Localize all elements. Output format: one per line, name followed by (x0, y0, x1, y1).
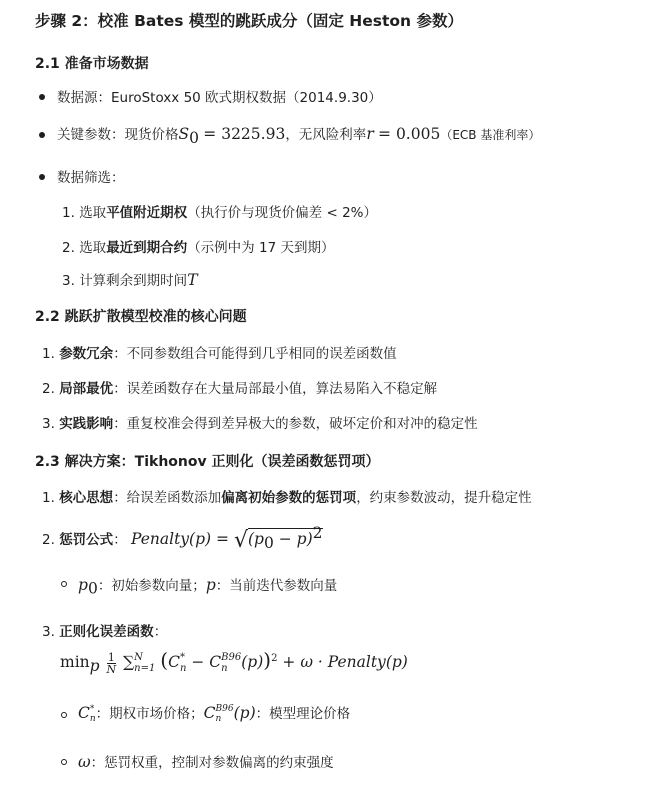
problem-item: 1. 参数冗余：不同参数组合可能得到几乎相同的误差函数值 (42, 346, 397, 362)
sqrt-icon: √ (233, 528, 248, 554)
bullet-icon (39, 94, 45, 100)
section-heading-2-2: 2.2 跳跃扩散模型校准的核心问题 (35, 309, 247, 325)
data-source-text: 数据源：EuroStoxx 50 欧式期权数据（2014.9.30） (57, 90, 382, 106)
solution-item-regularized: 3. 正则化误差函数： (42, 624, 168, 640)
sub-bullet-icon (61, 759, 67, 765)
params-prefix: 关键参数：现货价格 (57, 127, 179, 143)
sub-bullet-icon (61, 581, 67, 587)
bullet-icon (39, 132, 45, 138)
filter-step: 3. 计算剩余到期时间T (62, 271, 198, 289)
weight-legend: ω：惩罚权重，控制对参数偏离的约束强度 (78, 753, 334, 771)
r-symbol: r (366, 125, 374, 143)
section-heading-2-3: 2.3 解决方案：Tikhonov 正则化（误差函数惩罚项） (35, 454, 380, 470)
filter-step: 1. 选取平值附近期权（执行价与现货价偏差 < 2%） (62, 205, 377, 221)
regularized-formula: $\min_p$ $\frac{1}{N}$ ∑ N n=1 (C * n − C B96 n (p))$^2$ + ω · Penalty(p) (60, 648, 408, 676)
penalty-legend: $p_0$：初始参数向量；p：当前迭代参数向量 (78, 576, 338, 598)
page-title: 步骤 2：校准 Bates 模型的跳跃成分（固定 Heston 参数） (35, 12, 463, 30)
r-value: = 0.005 (378, 125, 441, 143)
filter-label: 数据筛选： (57, 170, 125, 186)
bullet-icon (39, 174, 45, 180)
solution-item-core-idea: 1. 核心思想：给误差函数添加偏离初始参数的惩罚项，约束参数波动，提升稳定性 (42, 490, 532, 506)
params-suffix: （ECB 基准利率） (440, 128, 541, 142)
s0-value: = 3225.93 (203, 125, 286, 143)
price-legend: C * n ：期权市场价格；C B96 n (p)：模型理论价格 (78, 704, 351, 724)
penalty-formula: Penalty(p) = $√(p_0 - p)^2$ (130, 524, 323, 554)
problem-item: 2. 局部最优：误差函数存在大量局部最小值，算法易陷入不稳定解 (42, 381, 438, 397)
params-mid: ，无风险利率 (285, 127, 367, 143)
filter-step: 2. 选取最近到期合约（示例中为 17 天到期） (62, 240, 335, 256)
solution-item-penalty: 2. 惩罚公式： Penalty(p) = $√(p_0 - p)^2$ (42, 524, 323, 554)
sub-bullet-icon (61, 712, 67, 718)
key-params-line (57, 123, 540, 147)
problem-item: 3. 实践影响：重复校准会得到差异极大的参数，破坏定价和对冲的稳定性 (42, 416, 478, 432)
section-heading-2-1: 2.1 准备市场数据 (35, 56, 149, 72)
s0-symbol: $S_0$ (178, 125, 199, 148)
